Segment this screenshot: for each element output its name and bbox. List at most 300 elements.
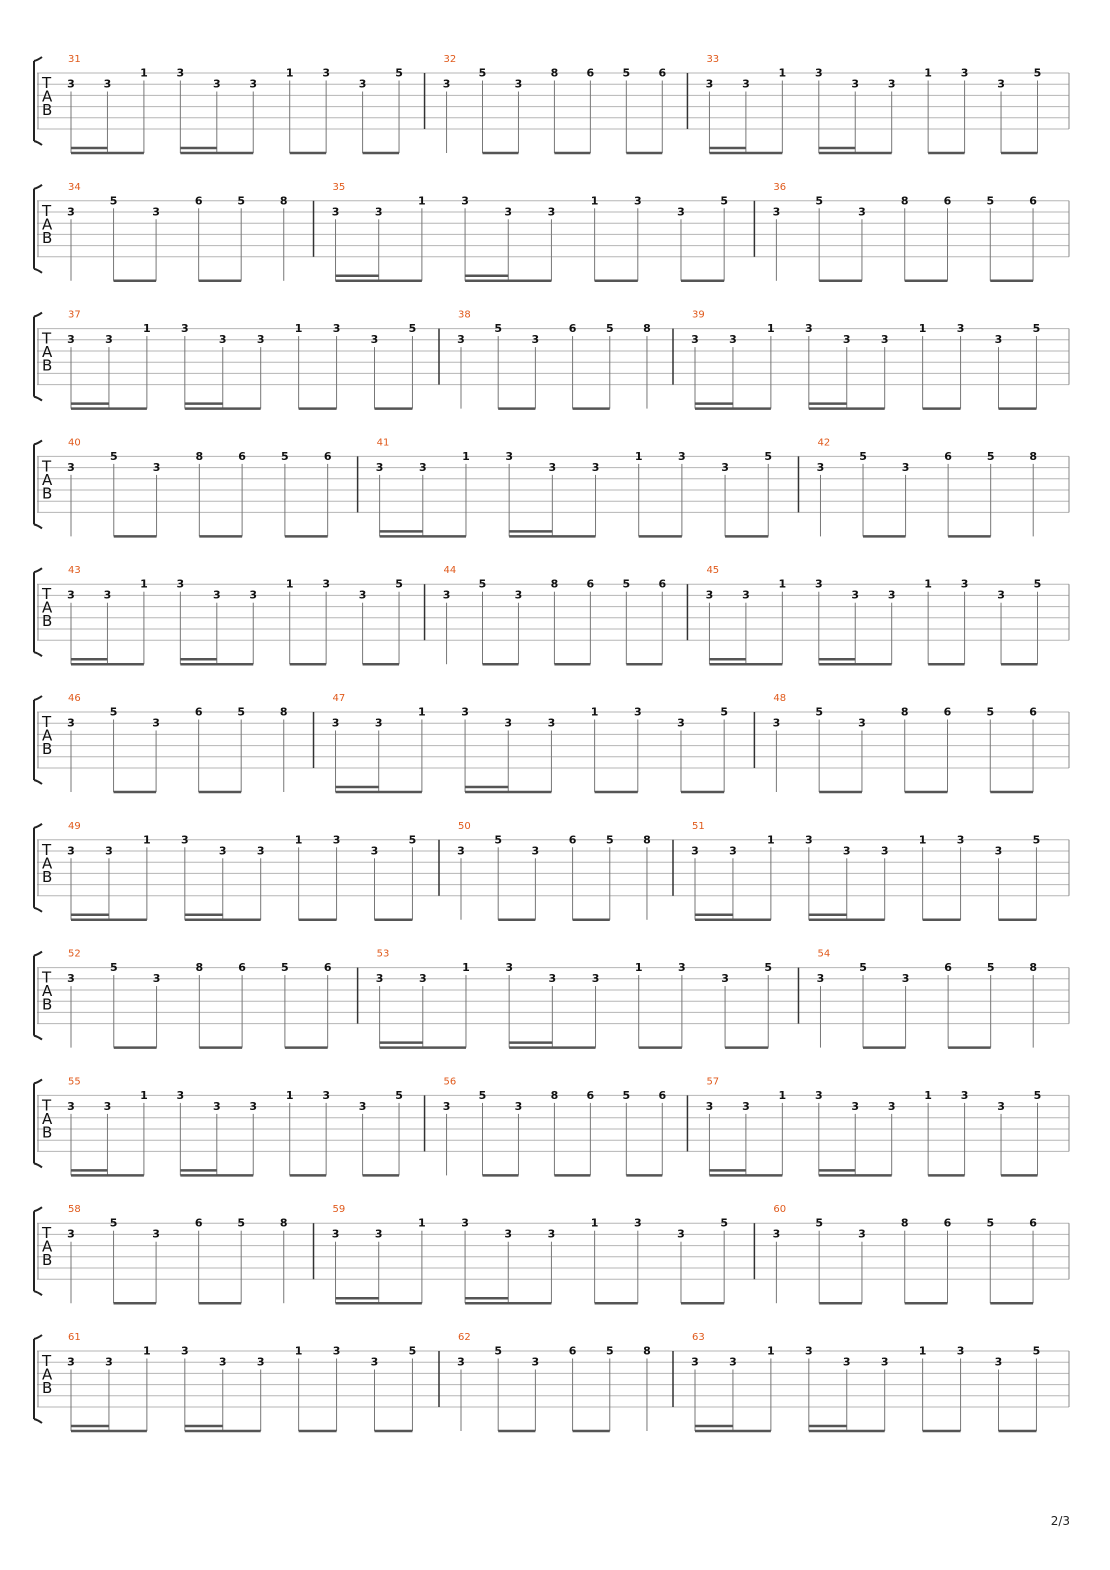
fret-number: 1	[140, 66, 148, 80]
fret-number: 6	[1029, 705, 1037, 719]
fret-number: 3	[851, 588, 860, 602]
fret-number: 3	[633, 1216, 642, 1230]
fret-number: 3	[887, 1099, 896, 1113]
fret-number: 5	[408, 322, 417, 336]
fret-number: 6	[943, 194, 952, 208]
tab-clef-letter: A	[42, 1109, 53, 1128]
tab-system	[34, 54, 1069, 153]
fret-number: 5	[395, 66, 403, 80]
fret-number: 3	[960, 66, 969, 80]
fret-number: 3	[956, 833, 965, 847]
fret-number: 3	[531, 333, 540, 347]
fret-number: 6	[323, 961, 332, 975]
fret-number: 5	[622, 66, 631, 80]
fret-number: 3	[180, 1344, 189, 1358]
fret-number: 5	[605, 1344, 614, 1358]
measure	[314, 1204, 728, 1303]
fret-number: 8	[643, 322, 651, 336]
fret-number: 6	[943, 1216, 952, 1230]
fret-number: 3	[960, 577, 969, 591]
fret-number: 3	[729, 1355, 737, 1369]
fret-number: 3	[858, 205, 866, 219]
measure-number: 42	[817, 437, 831, 449]
fret-number: 8	[550, 577, 559, 591]
fret-number: 3	[176, 66, 185, 80]
fret-number: 5	[720, 194, 728, 208]
tab-clef-letter: T	[42, 457, 52, 476]
fret-number: 6	[658, 66, 667, 80]
fret-number: 3	[691, 1355, 699, 1369]
tab-clef-letter: T	[42, 1224, 52, 1243]
fret-number: 3	[633, 194, 642, 208]
fret-number: 3	[816, 460, 825, 474]
tab-system	[34, 1332, 1069, 1431]
fret-number: 3	[67, 844, 75, 858]
fret-number: 1	[767, 1344, 775, 1358]
fret-number: 3	[67, 716, 75, 730]
measure-number: 34	[68, 181, 81, 193]
measure	[798, 949, 1037, 1048]
measure-number: 62	[458, 1332, 471, 1343]
measure-number: 47	[332, 693, 346, 704]
fret-number: 3	[677, 716, 685, 730]
measure-number: 46	[68, 693, 81, 704]
measure-number: 43	[68, 565, 81, 577]
fret-number: 3	[514, 588, 523, 602]
fret-number: 3	[880, 844, 889, 858]
fret-number: 5	[281, 961, 289, 975]
fret-number: 3	[814, 66, 823, 80]
tab-clef-letter: T	[42, 585, 52, 604]
fret-number: 5	[815, 1216, 823, 1230]
fret-number: 5	[986, 449, 995, 463]
fret-number: 3	[994, 844, 1003, 858]
fret-number: 3	[772, 205, 781, 219]
tab-clef-letter: A	[42, 1365, 53, 1384]
fret-number: 3	[358, 588, 367, 602]
fret-number: 5	[764, 449, 773, 463]
fret-number: 5	[622, 1088, 631, 1102]
fret-number: 3	[677, 205, 685, 219]
fret-number: 3	[729, 333, 737, 347]
tab-clef-letter: T	[42, 1352, 52, 1370]
measure-number: 59	[332, 1204, 346, 1216]
fret-number: 3	[105, 844, 113, 858]
fret-number: 3	[105, 1355, 113, 1369]
tab-clef-letter: A	[42, 598, 53, 617]
measure	[687, 565, 1041, 664]
measure	[67, 437, 332, 536]
fret-number: 3	[218, 333, 227, 347]
fret-number: 3	[591, 460, 600, 474]
fret-number: 3	[997, 588, 1005, 602]
fret-number: 3	[249, 588, 258, 602]
fret-number: 1	[294, 1344, 303, 1358]
fret-number: 3	[67, 1099, 75, 1113]
measure	[754, 693, 1037, 792]
fret-number: 8	[279, 705, 288, 719]
fret-number: 3	[678, 961, 686, 975]
measure-number: 55	[68, 1076, 81, 1088]
fret-number: 1	[285, 577, 294, 591]
tab-clef-letter: T	[42, 968, 52, 987]
fret-number: 5	[478, 577, 487, 591]
measure-number: 45	[706, 565, 720, 577]
fret-number: 3	[880, 333, 889, 347]
fret-number: 1	[924, 66, 932, 80]
measure	[439, 1332, 651, 1431]
fret-number: 5	[395, 577, 403, 591]
fret-number: 3	[997, 1099, 1005, 1113]
measure-number: 56	[443, 1076, 457, 1088]
fret-number: 5	[986, 705, 995, 719]
fret-number: 3	[547, 1227, 556, 1241]
measure	[754, 1204, 1037, 1303]
fret-number: 5	[109, 449, 118, 463]
fret-number: 3	[842, 333, 851, 347]
fret-number: 6	[568, 833, 577, 847]
fret-number: 3	[956, 1344, 965, 1358]
fret-number: 3	[358, 77, 367, 91]
fret-number: 1	[418, 705, 426, 719]
fret-number: 3	[804, 833, 813, 847]
fret-number: 5	[109, 1216, 118, 1230]
fret-number: 1	[767, 322, 775, 336]
fret-number: 5	[478, 66, 487, 80]
fret-number: 3	[804, 322, 813, 336]
fret-number: 3	[256, 844, 265, 858]
fret-number: 3	[742, 588, 750, 602]
tab-clef-letter: A	[42, 982, 53, 1001]
tab-clef-letter: B	[42, 867, 53, 886]
fret-number: 1	[294, 833, 303, 847]
fret-number: 1	[778, 1088, 787, 1102]
fret-number: 3	[152, 205, 160, 219]
fret-number: 6	[194, 194, 203, 208]
tab-clef-letter: A	[42, 1237, 53, 1256]
measure-number: 52	[68, 948, 81, 960]
fret-number: 3	[997, 77, 1005, 91]
tab-clef-letter: B	[42, 995, 53, 1014]
fret-number: 6	[586, 1088, 595, 1102]
fret-number: 1	[418, 1216, 426, 1230]
fret-number: 3	[721, 972, 729, 986]
fret-number: 3	[504, 1227, 513, 1241]
measure	[687, 54, 1041, 153]
fret-number: 3	[742, 1099, 750, 1113]
fret-number: 3	[705, 588, 714, 602]
fret-number: 3	[67, 588, 75, 602]
fret-number: 3	[633, 705, 642, 719]
tab-system	[34, 310, 1069, 409]
fret-number: 3	[505, 449, 513, 463]
fret-number: 3	[772, 716, 781, 730]
fret-number: 3	[960, 1088, 969, 1102]
fret-number: 1	[140, 577, 148, 591]
fret-number: 3	[887, 77, 896, 91]
fret-number: 1	[418, 194, 426, 208]
fret-number: 5	[605, 322, 614, 336]
fret-number: 5	[408, 833, 417, 847]
fret-number: 3	[332, 322, 341, 336]
fret-number: 6	[658, 1088, 667, 1102]
measure-number: 37	[68, 309, 81, 321]
fret-number: 3	[375, 972, 384, 986]
fret-number: 6	[658, 577, 667, 591]
fret-number: 3	[180, 322, 189, 336]
tab-clef-letter: T	[42, 74, 52, 92]
fret-number: 3	[901, 460, 910, 474]
fret-number: 3	[880, 1355, 889, 1369]
measure-number: 41	[376, 437, 390, 449]
fret-number: 5	[815, 705, 823, 719]
measure-number: 33	[706, 54, 720, 65]
fret-number: 3	[67, 460, 75, 474]
fret-number: 3	[180, 833, 189, 847]
fret-number: 3	[256, 1355, 265, 1369]
measure	[425, 54, 667, 153]
fret-number: 1	[767, 833, 775, 847]
fret-number: 3	[67, 205, 75, 219]
fret-number: 6	[586, 66, 595, 80]
measure	[754, 182, 1037, 281]
fret-number: 3	[212, 1099, 221, 1113]
tab-clef-letter: B	[42, 740, 53, 758]
measure	[67, 693, 287, 792]
fret-number: 1	[924, 1088, 932, 1102]
fret-number: 3	[677, 1227, 685, 1241]
fret-number: 6	[238, 961, 246, 975]
fret-number: 3	[442, 77, 451, 91]
fret-number: 3	[461, 705, 469, 719]
fret-number: 6	[943, 705, 952, 719]
fret-number: 8	[900, 705, 909, 719]
fret-number: 5	[1033, 66, 1042, 80]
measure	[67, 949, 332, 1048]
fret-number: 5	[494, 833, 503, 847]
fret-number: 3	[105, 333, 113, 347]
fret-number: 3	[218, 1355, 227, 1369]
tab-clef-letter: A	[42, 215, 53, 234]
fret-number: 8	[279, 194, 288, 208]
fret-number: 3	[705, 77, 714, 91]
measure	[798, 437, 1037, 536]
fret-number: 5	[237, 705, 246, 719]
measure-number: 53	[376, 948, 390, 960]
fret-number: 5	[237, 1216, 246, 1230]
fret-number: 3	[887, 588, 896, 602]
measure	[439, 821, 651, 920]
fret-number: 3	[457, 844, 465, 858]
fret-number: 3	[322, 1088, 330, 1102]
fret-number: 3	[956, 322, 965, 336]
fret-number: 3	[370, 333, 379, 347]
fret-number: 5	[605, 833, 614, 847]
measure	[67, 821, 416, 920]
fret-number: 3	[457, 333, 465, 347]
fret-number: 3	[504, 716, 513, 730]
fret-number: 1	[590, 194, 599, 208]
fret-number: 8	[279, 1216, 288, 1230]
fret-number: 3	[218, 844, 227, 858]
tab-clef-letter: A	[42, 87, 53, 106]
fret-number: 1	[143, 833, 151, 847]
fret-number: 5	[986, 1216, 995, 1230]
fret-number: 1	[590, 1216, 599, 1230]
fret-number: 3	[994, 333, 1003, 347]
fret-number: 1	[140, 1088, 148, 1102]
fret-number: 1	[778, 66, 787, 80]
measure	[673, 1332, 1040, 1431]
measure-number: 61	[68, 1332, 81, 1343]
measure	[67, 54, 403, 153]
fret-number: 3	[332, 1344, 341, 1358]
tab-system	[34, 693, 1069, 792]
fret-number: 3	[152, 972, 161, 986]
tab-clef-letter: T	[42, 329, 52, 348]
fret-number: 3	[374, 205, 383, 219]
measure-number: 48	[773, 693, 787, 704]
tab-clef-letter: B	[42, 1123, 53, 1142]
fret-number: 5	[859, 449, 867, 463]
tab-clef-letter: T	[42, 1096, 52, 1115]
measure-number: 51	[692, 820, 705, 832]
fret-number: 5	[395, 1088, 403, 1102]
fret-number: 1	[924, 577, 932, 591]
fret-number: 3	[842, 1355, 851, 1369]
fret-number: 3	[67, 333, 75, 347]
fret-number: 3	[67, 972, 75, 986]
measure	[67, 310, 416, 409]
fret-number: 3	[994, 1355, 1003, 1369]
tab-clef-letter: B	[42, 1379, 53, 1397]
fret-number: 5	[109, 194, 118, 208]
fret-number: 6	[568, 1344, 577, 1358]
fret-number: 6	[323, 449, 332, 463]
measure-number: 58	[68, 1204, 81, 1216]
fret-number: 5	[408, 1344, 417, 1358]
fret-number: 6	[194, 705, 203, 719]
fret-number: 6	[944, 961, 952, 975]
measure	[314, 182, 728, 281]
fret-number: 1	[778, 577, 787, 591]
fret-number: 1	[285, 1088, 294, 1102]
fret-number: 3	[514, 77, 523, 91]
fret-number: 1	[143, 1344, 151, 1358]
fret-number: 3	[457, 1355, 465, 1369]
fret-number: 3	[249, 77, 258, 91]
tab-clef-letter: A	[42, 726, 53, 745]
measure-number: 36	[773, 181, 787, 193]
fret-number: 3	[331, 716, 340, 730]
measure	[67, 565, 403, 664]
fret-number: 3	[442, 1099, 451, 1113]
tab-clef-letter: A	[42, 854, 53, 873]
fret-number: 1	[294, 322, 303, 336]
fret-number: 8	[643, 833, 651, 847]
fret-number: 3	[374, 1227, 383, 1241]
fret-number: 3	[212, 77, 221, 91]
fret-number: 3	[851, 77, 860, 91]
tab-system	[34, 821, 1069, 920]
fret-number: 3	[418, 460, 427, 474]
measure-number: 38	[458, 309, 471, 321]
tab-clef-letter: B	[42, 356, 53, 375]
fret-number: 3	[332, 833, 341, 847]
tab-clef-letter: T	[42, 201, 52, 220]
fret-number: 3	[531, 1355, 540, 1369]
measure-number: 49	[68, 820, 81, 832]
fret-number: 3	[370, 844, 379, 858]
measure-number: 44	[443, 565, 457, 577]
fret-number: 3	[591, 972, 600, 986]
fret-number: 3	[103, 77, 112, 91]
tab-system	[34, 182, 1069, 281]
fret-number: 5	[986, 194, 995, 208]
fret-number: 3	[152, 1227, 160, 1241]
fret-number: 3	[358, 1099, 367, 1113]
fret-number: 8	[1029, 961, 1038, 975]
fret-number: 5	[859, 961, 867, 975]
fret-number: 6	[586, 577, 595, 591]
measure	[673, 310, 1040, 409]
measure	[673, 821, 1040, 920]
fret-number: 3	[442, 588, 451, 602]
measure	[687, 1076, 1041, 1175]
fret-number: 3	[531, 844, 540, 858]
measure-number: 31	[68, 54, 81, 65]
fret-number: 1	[918, 833, 927, 847]
fret-number: 3	[804, 1344, 813, 1358]
measure	[358, 437, 772, 536]
fret-number: 5	[281, 449, 289, 463]
measure-number: 50	[458, 820, 471, 832]
fret-number: 3	[548, 460, 557, 474]
fret-number: 3	[814, 1088, 823, 1102]
fret-number: 3	[505, 961, 513, 975]
fret-number: 3	[418, 972, 427, 986]
fret-number: 6	[238, 449, 246, 463]
fret-number: 5	[720, 1216, 728, 1230]
fret-number: 8	[550, 1088, 559, 1102]
measure	[67, 1332, 416, 1431]
measure	[67, 1204, 287, 1303]
fret-number: 1	[462, 961, 470, 975]
fret-number: 3	[858, 1227, 866, 1241]
fret-number: 1	[634, 449, 643, 463]
fret-number: 5	[1033, 577, 1042, 591]
fret-number: 3	[547, 716, 556, 730]
fret-number: 5	[720, 705, 728, 719]
fret-number: 3	[851, 1099, 860, 1113]
fret-number: 3	[816, 972, 825, 986]
fret-number: 8	[550, 66, 559, 80]
fret-number: 3	[331, 205, 340, 219]
fret-number: 1	[918, 322, 927, 336]
fret-number: 3	[814, 577, 823, 591]
measure	[425, 565, 667, 664]
fret-number: 1	[634, 961, 643, 975]
fret-number: 5	[1032, 322, 1041, 336]
fret-number: 6	[1029, 1216, 1037, 1230]
fret-number: 3	[103, 588, 112, 602]
fret-number: 3	[842, 844, 851, 858]
fret-number: 3	[67, 77, 75, 91]
tab-clef-letter: T	[42, 713, 52, 731]
measure	[358, 949, 772, 1048]
measure-number: 54	[817, 948, 831, 960]
fret-number: 1	[590, 705, 599, 719]
